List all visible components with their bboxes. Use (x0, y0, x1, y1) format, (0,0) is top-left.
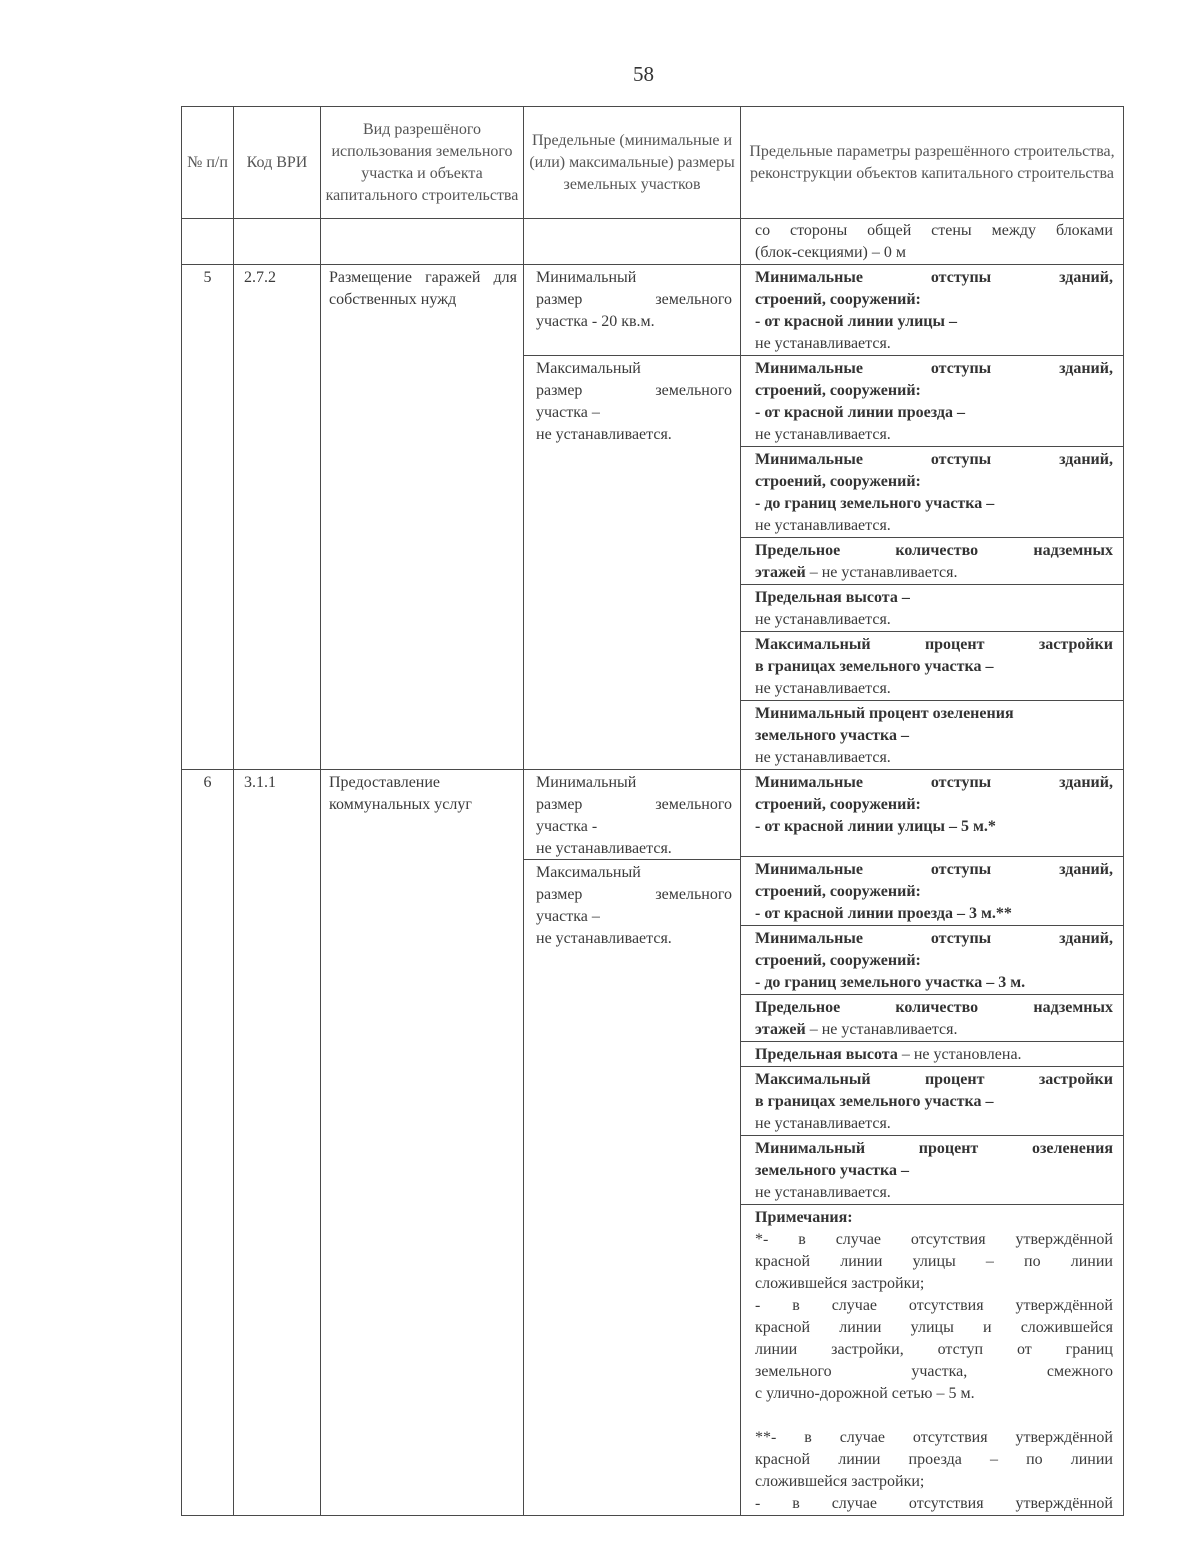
param-block (741, 995, 1123, 1042)
text-line: Предельное количество надземных (755, 999, 1113, 1016)
text-line: размер земельного (536, 382, 732, 399)
param-block (741, 538, 1123, 585)
text-line: Максимальный (536, 360, 641, 377)
text-line: - в случае отсутствия утверждённой (755, 1495, 1113, 1512)
text-line: не устанавливается. (536, 426, 672, 443)
text-line: Минимальный процент озеленения (755, 705, 1014, 722)
text-line: в границах земельного участка – (755, 1093, 994, 1110)
param-block (741, 265, 1123, 356)
text-line: - в случае отсутствия утверждённой (755, 1297, 1113, 1314)
param-block (741, 857, 1123, 926)
text-line: участка – (536, 908, 600, 925)
header-num: № п/п (182, 107, 234, 219)
text-line: размер земельного (536, 886, 732, 903)
text-line: - до границ земельного участка – 3 м. (755, 974, 1026, 991)
header-code: Код ВРИ (234, 107, 321, 219)
vri-name: Размещение гаражей для собственных нужд (321, 265, 524, 770)
text-line: Минимальные отступы зданий, (755, 451, 1113, 468)
text-line: Минимальные отступы зданий, (755, 930, 1113, 947)
text-line: - от красной линии улицы – (755, 313, 957, 330)
text-line: не устанавливается. (755, 426, 891, 443)
text-span: – не установлена. (897, 1046, 1022, 1063)
text-line: Минимальный (536, 269, 637, 286)
zoning-parameters-table (181, 106, 1124, 1516)
param-block (741, 770, 1123, 857)
text-line: строений, сооружений: (755, 382, 921, 399)
text-line: - от красной линии улицы – 5 м.* (755, 818, 996, 835)
text-span: – не устанавливается. (805, 564, 958, 581)
text-line: не устанавливается. (755, 1115, 891, 1132)
min-size-block (524, 770, 740, 860)
param-block (741, 447, 1123, 538)
text-line: красной линии улицы – по линии (755, 1253, 1113, 1270)
params-cell (741, 265, 1124, 770)
text-line: Минимальный (536, 774, 637, 791)
text-line: участка - 20 кв.м. (536, 313, 655, 330)
text-line: Минимальные отступы зданий, (755, 360, 1113, 377)
text-line: строений, сооружений: (755, 952, 921, 969)
land-size-cell (524, 770, 741, 1516)
header-params: Предельные параметры разрешённого строительства, реконструкции объектов капитального строительства (741, 107, 1124, 219)
table-row (182, 770, 1124, 1516)
text-line: не устанавливается. (755, 611, 891, 628)
text-line: Минимальные отступы зданий, (755, 861, 1113, 878)
text-line: не устанавливается. (755, 517, 891, 534)
text-line: Предельная высота – (755, 589, 910, 606)
text-line: Максимальный процент застройки (755, 636, 1113, 653)
cell-params-continuation (741, 219, 1124, 265)
text-line: красной линии улицы и сложившейся (755, 1319, 1113, 1336)
text-line: строений, сооружений: (755, 883, 921, 900)
text-span: этажей (755, 564, 806, 581)
text-line: красной линии проезда – по линии (755, 1451, 1113, 1468)
row-number: 5 (182, 265, 234, 770)
text-line: линии застройки, отступ от границ (755, 1341, 1113, 1358)
text-line: - от красной линии проезда – (755, 404, 965, 421)
text-line: размер земельного (536, 796, 732, 813)
text-line: **- в случае отсутствия утверждённой (755, 1429, 1113, 1446)
table-header-row (182, 107, 1124, 219)
text-span: этажей (755, 1021, 806, 1038)
text-line: в границах земельного участка – (755, 658, 994, 675)
param-block (741, 632, 1123, 701)
text-line: земельного участка – (755, 727, 910, 744)
text-line: не устанавливается. (755, 335, 891, 352)
text-line: Минимальные отступы зданий, (755, 774, 1113, 791)
text-line: Минимальный процент озеленения (755, 1140, 1113, 1157)
text-line: не устанавливается. (755, 680, 891, 697)
table-row (182, 265, 1124, 770)
param-block (741, 356, 1123, 447)
param-block (741, 585, 1123, 632)
header-vri: Вид разрешёного использования земельного участка и объекта капитального строительства (321, 107, 524, 219)
params-cell (741, 770, 1124, 1516)
cell-empty (524, 219, 741, 265)
cell-empty (234, 219, 321, 265)
text-line: не устанавливается. (755, 749, 891, 766)
text-line: участка - (536, 818, 598, 835)
table-row-continuation (182, 219, 1124, 265)
text-line: строений, сооружений: (755, 796, 921, 813)
text-line: сложившейся застройки; (755, 1275, 925, 1292)
text-span: – не устанавливается. (805, 1021, 958, 1038)
notes-title: Примечания: (755, 1209, 853, 1226)
vri-code: 2.7.2 (234, 265, 321, 770)
text-line: Максимальный (536, 864, 641, 881)
max-size-block (524, 356, 740, 450)
text-span: Предельная высота (755, 1046, 898, 1063)
text-line: не устанавливается. (536, 930, 672, 947)
text-line: (блок-секциями) – 0 м (755, 244, 906, 261)
text-line: Предельное количество надземных (755, 542, 1113, 559)
row-number: 6 (182, 770, 234, 1516)
text-line: с улично-дорожной сетью – 5 м. (755, 1385, 975, 1402)
header-sizes: Предельные (минимальные и (или) максимальные) размеры земельных участков (524, 107, 741, 219)
text-line: строений, сооружений: (755, 291, 921, 308)
text-line: со стороны общей стены между блоками (755, 222, 1113, 239)
text-line: не устанавливается. (755, 1184, 891, 1201)
param-block (741, 1042, 1123, 1067)
notes-block (741, 1205, 1123, 1515)
text-line: строений, сооружений: (755, 473, 921, 490)
text-line: Минимальные отступы зданий, (755, 269, 1113, 286)
text-line: сложившейся застройки; (755, 1473, 925, 1490)
min-size-block (524, 265, 740, 356)
text-line: участка – (536, 404, 600, 421)
vri-code: 3.1.1 (234, 770, 321, 1516)
cell-empty (321, 219, 524, 265)
text-line: Максимальный процент застройки (755, 1071, 1113, 1088)
text-line: размер земельного (536, 291, 732, 308)
text-line: - от красной линии проезда – 3 м.** (755, 905, 1012, 922)
text-line: - до границ земельного участка – (755, 495, 995, 512)
param-block (741, 1136, 1123, 1205)
text-line: не устанавливается. (536, 840, 672, 857)
cell-empty (182, 219, 234, 265)
max-size-block (524, 860, 740, 954)
text-line: земельного участка, смежного (755, 1363, 1113, 1380)
vri-name: Предоставление коммунальных услуг (321, 770, 524, 1516)
text-line: земельного участка – (755, 1162, 910, 1179)
text-line: *- в случае отсутствия утверждённой (755, 1231, 1113, 1248)
page-number: 58 (633, 62, 654, 86)
param-block (741, 701, 1123, 769)
land-size-cell (524, 265, 741, 770)
param-block (741, 926, 1123, 995)
param-block (741, 1067, 1123, 1136)
